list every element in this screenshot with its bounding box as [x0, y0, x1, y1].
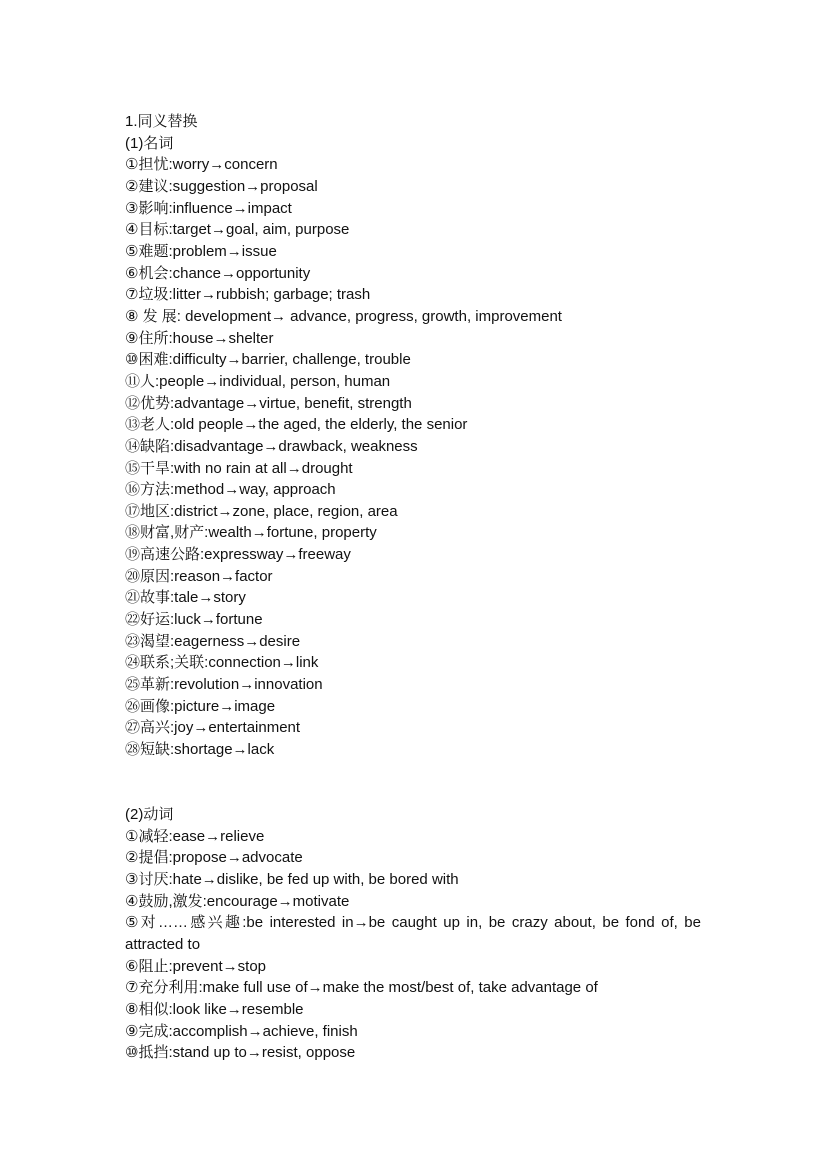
noun-item: ⑤难题:problem→issue	[125, 242, 277, 260]
verb-item: ③讨厌:hate→dislike, be fed up with, be bored with	[125, 870, 459, 888]
noun-item: ㉗高兴:joy→entertainment	[125, 719, 301, 737]
noun-item: ㉒好运:luck→fortune	[125, 611, 263, 629]
verb-item: ②提倡:propose→advocate	[125, 849, 303, 867]
verb-item: ①减轻:ease→relieve	[125, 827, 265, 845]
verb-item: ④鼓励,激发:encourage→motivate	[125, 892, 350, 910]
noun-item: ⑫优势:advantage→virtue, benefit, strength	[125, 394, 412, 412]
nouns-list	[125, 154, 701, 760]
noun-item: ㉖画像:picture→image	[125, 697, 276, 715]
noun-item: ②建议:suggestion→proposal	[125, 177, 318, 195]
noun-item: ⑨住所:house→shelter	[125, 329, 274, 347]
verb-item: ⑦充分利用:make full use of→make the most/best of, take advantage of	[125, 979, 598, 997]
verb-item: ⑨完成:accomplish→achieve, finish	[125, 1022, 358, 1040]
noun-item: ③影响:influence→impact	[125, 199, 292, 217]
noun-item: ㉘短缺:shortage→lack	[125, 741, 275, 759]
noun-item: ⑪人:people→individual, person, human	[125, 372, 391, 390]
verb-item: ⑩抵挡:stand up to→resist, oppose	[125, 1044, 356, 1062]
nouns-heading: (1)名词	[125, 134, 174, 152]
noun-item: ⑩困难:difficulty→barrier, challenge, trouble	[125, 351, 411, 369]
noun-item: ⑰地区:district→zone, place, region, area	[125, 502, 398, 520]
section-title: 1.同义替换	[125, 113, 198, 130]
noun-item: ⑯方法:method→way, approach	[125, 481, 336, 499]
noun-item: ⑭缺陷:disadvantage→drawback, weakness	[125, 437, 418, 455]
document-page	[125, 111, 701, 1064]
noun-item: ①担忧:worry→concern	[125, 156, 278, 174]
noun-item: ⑮干旱:with no rain at all→drought	[125, 459, 353, 477]
noun-item: ⑬老人:old people→the aged, the elderly, the senior	[125, 416, 468, 434]
noun-item: ⑥机会:chance→opportunity	[125, 264, 311, 282]
spacer	[125, 761, 701, 804]
noun-item: ④目标:target→goal, aim, purpose	[125, 221, 350, 239]
verb-item: ⑥阻止:prevent→stop	[125, 957, 266, 975]
noun-item: ㉓渴望:eagerness→desire	[125, 632, 301, 650]
verbs-list	[125, 826, 701, 1064]
noun-item: ⑳原因:reason→factor	[125, 567, 273, 585]
verbs-heading: (2)动词	[125, 805, 174, 823]
verb-item: ⑧相似:look like→resemble	[125, 1000, 304, 1018]
noun-item: ㉑故事:tale→story	[125, 589, 246, 607]
noun-item: ⑧ 发 展: development→ advance, progress, growth, improvement	[125, 307, 562, 325]
noun-item: ⑱财富,财产:wealth→fortune, property	[125, 524, 377, 542]
noun-item: ⑦垃圾:litter→rubbish; garbage; trash	[125, 286, 371, 304]
noun-item: ⑲高速公路:expressway→freeway	[125, 546, 351, 564]
verb-item: ⑤对……感兴趣:be interested in→be caught up in, be crazy about, be fond of, be attracted to	[125, 914, 701, 953]
noun-item: ㉕革新:revolution→innovation	[125, 676, 323, 694]
noun-item: ㉔联系;关联:connection→link	[125, 654, 319, 672]
